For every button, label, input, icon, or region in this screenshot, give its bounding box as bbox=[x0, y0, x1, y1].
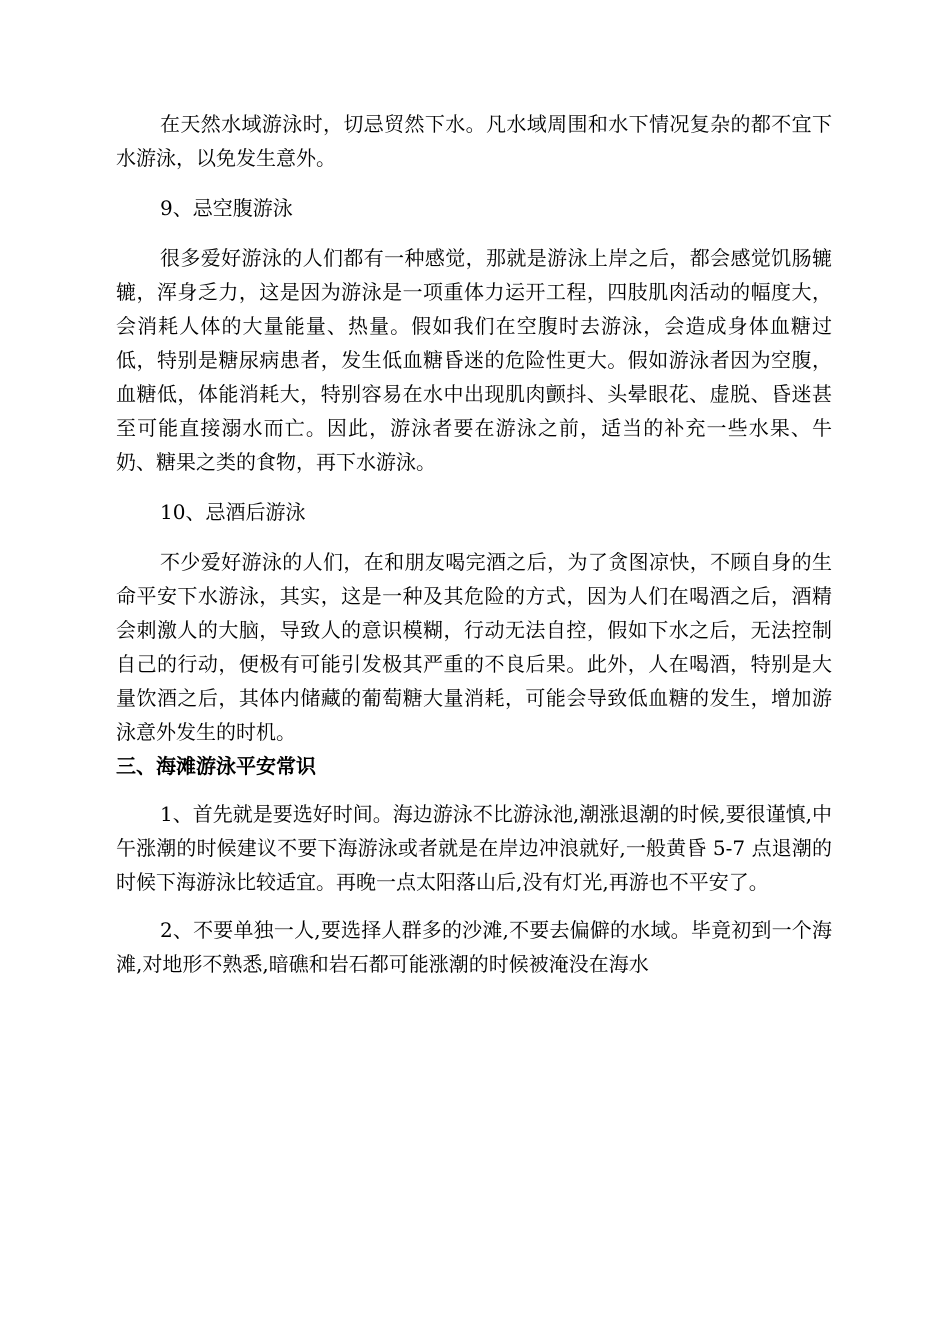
paragraph-choose-time: 1、首先就是要选好时间。海边游泳不比游泳池,潮涨退潮的时候,要很谨慎,中午涨潮的时候建议不要下海游泳或者就是在岸边冲浪就好,一般黄昏 5-7 点退潮的时候下海游泳比较适宜。再晚一点太阳落山后,没有灯光,再游也不平安了。 bbox=[116, 802, 832, 894]
item-9-heading: 9、忌空腹游泳 bbox=[160, 196, 293, 220]
paragraph-empty-stomach: 很多爱好游泳的人们都有一种感觉，那就是游泳上岸之后，都会感觉饥肠辘辘，浑身乏力，这是因为游泳是一项重体力运开工程，四肢肌肉活动的幅度大，会消耗人体的大量能量、热量。假如我们在空腹时去游泳，会造成身体血糖过低，特别是糖尿病患者，发生低血糖昏迷的危险性更大。假如游泳者因为空腹，血糖低，体能消耗大，特别容易在水中出现肌肉颤抖、头晕眼花、虚脱、昏迷甚至可能直接溺水而亡。因此，游泳者要在游泳之前，适当的补充一些水果、牛奶、糖果之类的食物，再下水游泳。 bbox=[116, 246, 832, 474]
item-10-heading: 10、忌酒后游泳 bbox=[160, 500, 306, 524]
section-3-heading: 三、海滩游泳平安常识 bbox=[116, 754, 316, 778]
paragraph-after-drinking: 不少爱好游泳的人们，在和朋友喝完酒之后，为了贪图凉快，不顾自身的生命平安下水游泳，其实，这是一种及其危险的方式，因为人们在喝酒之后，酒精会刺激人的大脑，导致人的意识模糊，行动无法自控，假如下水之后，无法控制自己的行动，便极有可能引发极其严重的不良后果。此外，人在喝酒，特别是大量饮酒之后，其体内储藏的葡萄糖大量消耗，可能会导致低血糖的发生，增加游泳意外发生的时机。 bbox=[116, 550, 832, 744]
paragraph-natural-waters: 在天然水域游泳时，切忌贸然下水。凡水域周围和水下情况复杂的都不宜下水游泳，以免发生意外。 bbox=[116, 112, 832, 170]
document-page bbox=[116, 107, 832, 981]
paragraph-not-alone: 2、不要单独一人,要选择人群多的沙滩,不要去偏僻的水域。毕竟初到一个海滩,对地形不熟悉,暗礁和岩石都可能涨潮的时候被淹没在海水 bbox=[116, 918, 832, 976]
